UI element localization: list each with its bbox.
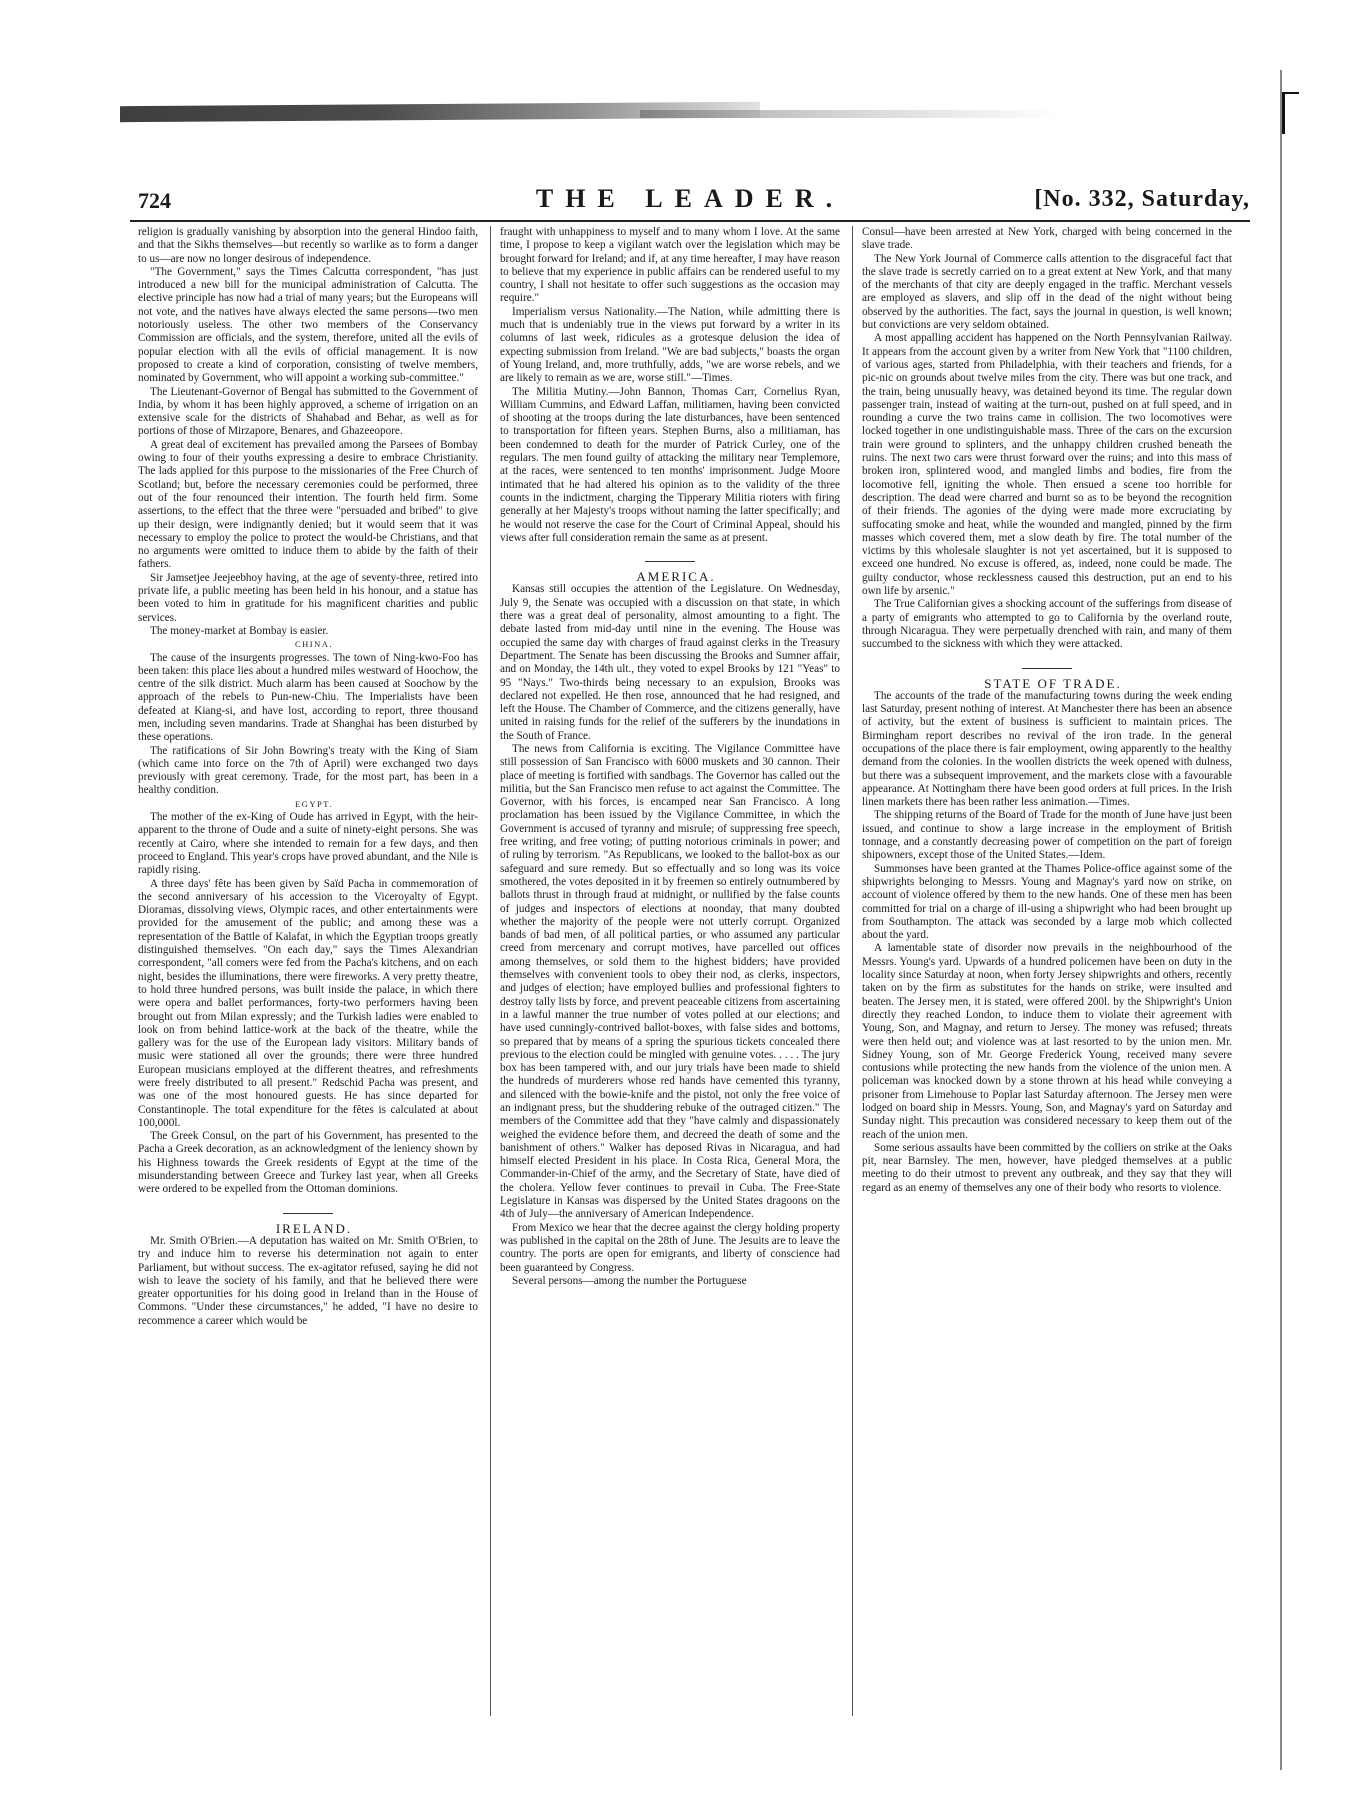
paragraph: Some serious assaults have been committed by the colliers on strike at the Oaks pit, near Barnsley. The men, however, have pledged themselves at a public meeting to do their utmost to prevent any outbreak, and they say that they will regard as an enemy of themselves any one of their body who resorts to violence. — [862, 1141, 1232, 1194]
paragraph: Several persons—among the number the Portuguese — [512, 1274, 747, 1287]
paragraph: A lamentable state of disorder now prevails in the neighbourhood of the Messrs. Young's yard. Upwards of a hundred policemen have been on duty in the locality since Saturday at noon, when forty Jersey shipwrights and others, recently taken on by the firm as substitutes for the hands on strike, were insulted and beaten. The Jersey men, it is stated, were offered 200l. by the Shipwright's Union directly they reached London, to induce them to violate their agreement with Young, Son, and Magnay, and return to Jersey. The money was refused; threats were then held out; and violence was at last resorted to by the union men. Mr. Sidney Young, son of Mr. George Frederick Young, received many severe contusions while protecting the new hands from the violence of the union men. A policeman was knocked down by a stone thrown at his head while conveying a prisoner from Limehouse to Poplar last Saturday afternoon. The Jersey men were lodged on board ship in Messrs. Young, Son, and Magnay's yard on Saturday and Sunday night. This precaution was considered necessary to keep them out of the reach of the union men. — [862, 942, 1232, 1141]
column-2 — [500, 226, 840, 1756]
column-rule — [852, 226, 853, 1716]
section-heading-america: AMERICA. — [636, 569, 716, 585]
paragraph: The cause of the insurgents progresses. The town of Ning-kwo-Foo has been taken: this place lies about a hundred miles westward of Hoochow, the centre of the silk district. Much alarm has been caused at Soochow by the approach of the rebels to Pun-new-Chiu. The Imperialists have been defeated at Kiang-si, and have lost, according to report, three thousand men, including seven mandarins. Trade at Shanghai has been disturbed by these operations. — [138, 651, 478, 744]
paragraph: Imperialism versus Nationality.—The Nation, while admitting there is much that is undeniably true in the views put forward by a writer in its columns of last week, ridicules as a grotesque delusion the idea of expecting submission from Ireland. "We are bad subjects," boasts the organ of Young Ireland, and, more truthfully, adds, "we are worse rebels, and we are likely to remain as we are, worse still."—Times. — [500, 305, 840, 385]
paragraph: The ratifications of Sir John Bowring's treaty with the King of Siam (which came into force on the 7th of April) were exchanged two days previously with great ceremony. Trade, for the most part, has been in a healthy condition. — [138, 744, 478, 797]
paragraph: A most appalling accident has happened on the North Pennsylvanian Railway. It appears from the account given by a writer from New York that "1100 children, of various ages, started from Philadelphia, with their teachers and friends, for a pic-nic on grounds about twelve miles from the city. There was but one track, and the train, being unusually heavy, was detained beyond its time. The regular down passenger train, instead of waiting at the turn-out, pushed on at full speed, and in rounding a curve the two trains came in collision. The two locomotives were locked together in one undistinguishable mass. Three of the cars on the excursion train were ground to splinters, and the unhappy children crushed beneath the ruins. The next two cars were thrust forward over the ruins; and into this mass of broken iron, splintered wood, and mangled limbs and bodies, fire from the locomotive fell, igniting the whole. Then ensued a scene too horrible for description. The dead were charred and burnt so as to be beyond the recognition of their friends. The agonies of the dying were made more excruciating by suffocating smoke and heat, while the wounded and mangled, pinned by the firm masses which covered them, met a slow death by fire. The total number of the victims by this wholesale slaughter is not yet ascertained, but it is supposed to exceed one hundred. No excuse is offered, as, indeed, none could be made. The guilty conductor, whose recklessness caused this destruction, put an end to his own life by arsenic." — [862, 332, 1232, 598]
section-heading-ireland: IRELAND. — [275, 1220, 353, 1236]
section-rule — [283, 1213, 333, 1214]
paragraph: religion is gradually vanishing by absorption into the general Hindoo faith, and that the Sikhs themselves—but recently so warlike as to form a danger to us—are now no longer desirous of independence. — [138, 226, 478, 265]
paragraph: The Lieutenant-Governor of Bengal has submitted to the Government of India, by whom it has been highly approved, a scheme of irrigation on an extensive scale for the districts of Shahabad and Behar, as well as for portions of those of Mirzapore, Benares, and Ghazeeopore. — [138, 385, 478, 438]
scan-artifact — [640, 110, 1060, 118]
paragraph: The accounts of the trade of the manufacturing towns during the week ending last Saturday, present nothing of interest. At Manchester there has been an absence of activity, but the extent of business is sufficient to maintain prices. The Birmingham report describes no revival of the iron trade. In the general occupations of the place there is fair employment, owing apparently to the healthy demand from the colonies. In the woollen districts the week opened with dulness, but there was a subsequent improvement, and the markets close with a favourable appearance. At Nottingham there have been good orders at full prices. In the Irish linen markets there has been rather less animation.—Times. — [862, 689, 1232, 809]
paragraph: The mother of the ex-King of Oude has arrived in Egypt, with the heir-apparent to the throne of Oude and a suite of ninety-eight persons. She was recently at Cairo, where she intended to remain for a few days, and then proceed to England. This year's crops have proved abundant, and the Nile is rapidly rising. — [138, 811, 478, 877]
subheading-egypt: EGYPT. — [295, 798, 333, 809]
paragraph: Mr. Smith O'Brien.—A deputation has waited on Mr. Smith O'Brien, to try and induce him to reverse his determination not again to enter Parliament, but without success. The ex-agitator refused, saying he did not wish to leave the society of his family, and that he believed there were greater opportunities for his doing good in Ireland than in the House of Commons. "Under these circumstances," he added, "I have no desire to recommence a career which would be — [138, 1234, 478, 1327]
paragraph: Summonses have been granted at the Thames Police-office against some of the shipwrights belonging to Messrs. Young and Magnay's yard now on strike, on account of violence offered by them to the new hands. One of these men has been committed for trial on a charge of ill-using a shipwright who had been brought up from Southampton. The attack was seconded by a large mob which collected about the yard. — [862, 862, 1232, 942]
paragraph: The True Californian gives a shocking account of the sufferings from disease of a party of emigrants who attempted to go to California by the overland route, through Nicaragua. They were perpetually drenched with rain, and many of them succumbed to the sickness with which they were attacked. — [862, 598, 1232, 651]
paragraph: The money-market at Bombay is easier. — [150, 624, 329, 637]
paragraph: The New York Journal of Commerce calls attention to the disgraceful fact that the slave trade is secretly carried on to a great extent at New York, and that many of the merchants of that city are deeply engaged in the traffic. Merchant vessels are employed as slavers, and slip off in the dead of the night without being observed by the authorities. The fact, says the journal in question, is well known; but convictions are very seldom obtained. — [862, 252, 1232, 332]
section-heading-state-of-trade: STATE OF TRADE. — [984, 675, 1122, 691]
section-rule — [645, 561, 695, 562]
column-rule — [490, 226, 491, 1716]
page-edge — [1280, 70, 1290, 1770]
newspaper-title: THE LEADER. — [535, 184, 845, 213]
masthead-rule — [130, 220, 1250, 222]
section-rule — [1022, 668, 1072, 669]
paragraph: Consul—have been arrested at New York, charged with being concerned in the slave trade. — [862, 226, 1232, 252]
column-3 — [862, 226, 1232, 1756]
paragraph: Sir Jamsetjee Jeejeebhoy having, at the age of seventy-three, retired into private life, a public meeting has been held in his honour, and a statue has been voted to him in gratitude for his magnificent charities and public services. — [138, 571, 478, 624]
paragraph: The Greek Consul, on the part of his Government, has presented to the Pacha a Greek decoration, as an acknowledgment of the leniency shown by his Highness towards the Greek residents of Egypt at the time of the misunderstanding between Greece and Turkey last year, when all Greeks were ordered to be expelled from the Ottoman dominions. — [138, 1130, 478, 1196]
issue-line: [No. 332, Saturday, — [1034, 186, 1250, 212]
paragraph: From Mexico we hear that the decree against the clergy holding property was published in the capital on the 28th of June. The Jesuits are to leave the country. The ports are open for emigrants, and liberty of conscience had been guaranteed by Congress. — [500, 1221, 840, 1274]
paragraph: A three days' fête has been given by Saïd Pacha in commemoration of the second anniversary of his accession to the Viceroyalty of Egypt. Dioramas, dissolving views, Olympic races, and other entertainments were provided for the amusement of the public; and among these was a representation of the Battle of Kalafat, in which the Egyptian troops greatly distinguished themselves. "On each day," says the Times Alexandrian correspondent, "all comers were fed from the Pacha's kitchens, and on each night, besides the illuminations, there were fireworks. A very pretty theatre, to hold three hundred persons, was built inside the palace, in which there were opera and ballet performances, forty-two performers having been brought out from Milan expressly; and the Turkish ladies were enabled to look on from behind lattice-work at the back of the theatre, while the gallery was for the use of the European lady visitors. Military bands of music were stationed all over the grounds; there were three hundred European musicians employed at the different theatres, and refreshments were freely distributed to all present." Redschid Pacha was present, and was one of the most honoured guests. He has since departed for Constantinople. The total expenditure for the fêtes is calculated at about 100,000l. — [138, 877, 478, 1129]
paragraph: The news from California is exciting. The Vigilance Committee have still possession of San Francisco with 6000 muskets and 30 cannon. Their place of meeting is fortified with sandbags. The Governor has called out the militia, but the San Francisco men refuse to act against the Committee. The Governor, with his forces, is encamped near San Francisco. A long proclamation has been issued by the Vigilance Committee, in which the Government is accused of tyranny and misrule; of suppressing free speech, free writing, and free voting; of putting notorious criminals in power; and of ruling by terrorism. "As Republicans, we looked to the ballot-box as our safeguard and sure remedy. But so effectually and so long was its voice smothered, the votes deposited in it by freemen so entirely outnumbered by ballots thrust in through fraud at midnight, or nullified by the false counts of judges and inspectors of elections at noonday, that many doubted whether the majority of the people were not utterly corrupt. Organized bands of bad men, of all political parties, or who assumed any particular creed from mercenary and corrupt motives, have parcelled out offices among themselves, or sold them to the highest bidders; have provided themselves with convenient tools to obey their nod, as clerks, inspectors, and judges of election; have employed bullies and professional fighters to destroy tally lists by force, and prevent peaceable citizens from ascertaining in a lawful manner the true number of votes polled at our elections; and have used cunningly-contrived ballot-boxes, with false sides and bottoms, so prepared that by means of a spring the spurious tickets concealed there previous to the election could be mingled with genuine votes. . . . . The jury box has been tampered with, and our jury trials have been made to shield the hundreds of murderers whose red hands have cemented this tyranny, and silenced with the bowie-knife and the pistol, not only the free voice of an indignant press, but the shuddering rebuke of the outraged citizen." The members of the Committee add that they "have calmly and dispassionately weighed the evidence before them, and decreed the death of some and the banishment of others." Walker has deposed Rivas in Nicaragua, and had himself elected President in his place. In Costa Rica, General Mora, the Commander-in-Chief of the army, and the Secretary of State, have died of the cholera. Yellow fever continues to prevail in Cuba. The Free-State Legislature in Kansas was dispersed by the United States dragoons on the 4th of July—the anniversary of American Independence. — [500, 742, 840, 1221]
paragraph: fraught with unhappiness to myself and to many whom I love. At the same time, I propose to keep a vigilant watch over the legislation which may be brought forward for Ireland; and if, at any time hereafter, I may have reason to believe that my experience in public affairs can be rendered useful to my country, I shall not hesitate to offer such suggestions as the occasion may require." — [500, 226, 840, 305]
paragraph: A great deal of excitement has prevailed among the Parsees of Bombay owing to four of their youths expressing a desire to embrace Christianity. The lads applied for this purpose to the missionaries of the Free Church of Scotland; but, before the necessary ceremonies could be performed, three out of the four renounced their intention. The fourth held firm. Some assertions, to the effect that the three were "persuaded and bribed" to give up their design, were indignantly denied; but it would seem that it was necessary to employ the police to protect the would-be Christians, and that no arguments were omitted to induce them to abide by the faith of their fathers. — [138, 438, 478, 571]
paragraph: The shipping returns of the Board of Trade for the month of June have just been issued, and continue to show a large increase in the employment of British tonnage, and a constantly decreasing power of competition on the part of foreign shipowners, except those of the United States.—Idem. — [862, 809, 1232, 862]
paragraph: "The Government," says the Times Calcutta correspondent, "has just introduced a new bill for the municipal administration of Calcutta. The elective principle has now had a trial of many years; but the Europeans will not vote, and the natives have always elected the same persons—two men notoriously useless. The other two members of the Conservancy Commission are officials, and the system, therefore, united all the evils of popular election with all the evils of official management. It is now proposed to create a kind of corporation, consisting of twelve members, nominated by Government, who will appoint a working sub-committee." — [138, 265, 478, 385]
subheading-china: CHINA. — [294, 639, 334, 650]
page-edge-mark — [1282, 92, 1299, 134]
page-number: 724 — [138, 188, 171, 213]
column-1 — [138, 226, 478, 1756]
paragraph: The Militia Mutiny.—John Bannon, Thomas Carr, Cornelius Ryan, William Cummins, and Edward Laffan, militiamen, having been convicted of shooting at the troops during the late disturbances, have been sentenced to transportation for fifteen years. Stephen Burns, also a militiaman, has been condemned to death for the murder of Patrick Curley, one of the regulars. The men found guilty of attacking the military near Templemore, at the races, were sentenced to ten months' imprisonment. Judge Moore intimated that he had altered his opinion as to the validity of the three counts in the indictment, charging the Tipperary Militia rioters with firing generally at her Majesty's troops without naming the latter specifically; and he would not reserve the case for the Court of Criminal Appeal, should his views after full consideration remain the same as at present. — [500, 385, 840, 544]
masthead — [130, 184, 1250, 218]
paragraph: Kansas still occupies the attention of the Legislature. On Wednesday, July 9, the Senate was occupied with a discussion on that state, in which there was a great deal of personality, almost amounting to a fight. The debate lasted from mid-day until nine in the evening. The House was occupied the same day with charges of fraud against clerks in the Treasury Department. The Senate has been discussing the Brooks and Sumner affair, and on Monday, the 14th ult., they voted to expel Brooks by 121 "Yeas" to 95 "Nays." Two-thirds being necessary to an expulsion, Brooks was declared not expelled. He then rose, announced that he had resigned, and left the House. The Chamber of Commerce, and the citizens generally, have united in raising funds for the relief of the sufferers by the inundations in the South of France. — [500, 583, 840, 742]
